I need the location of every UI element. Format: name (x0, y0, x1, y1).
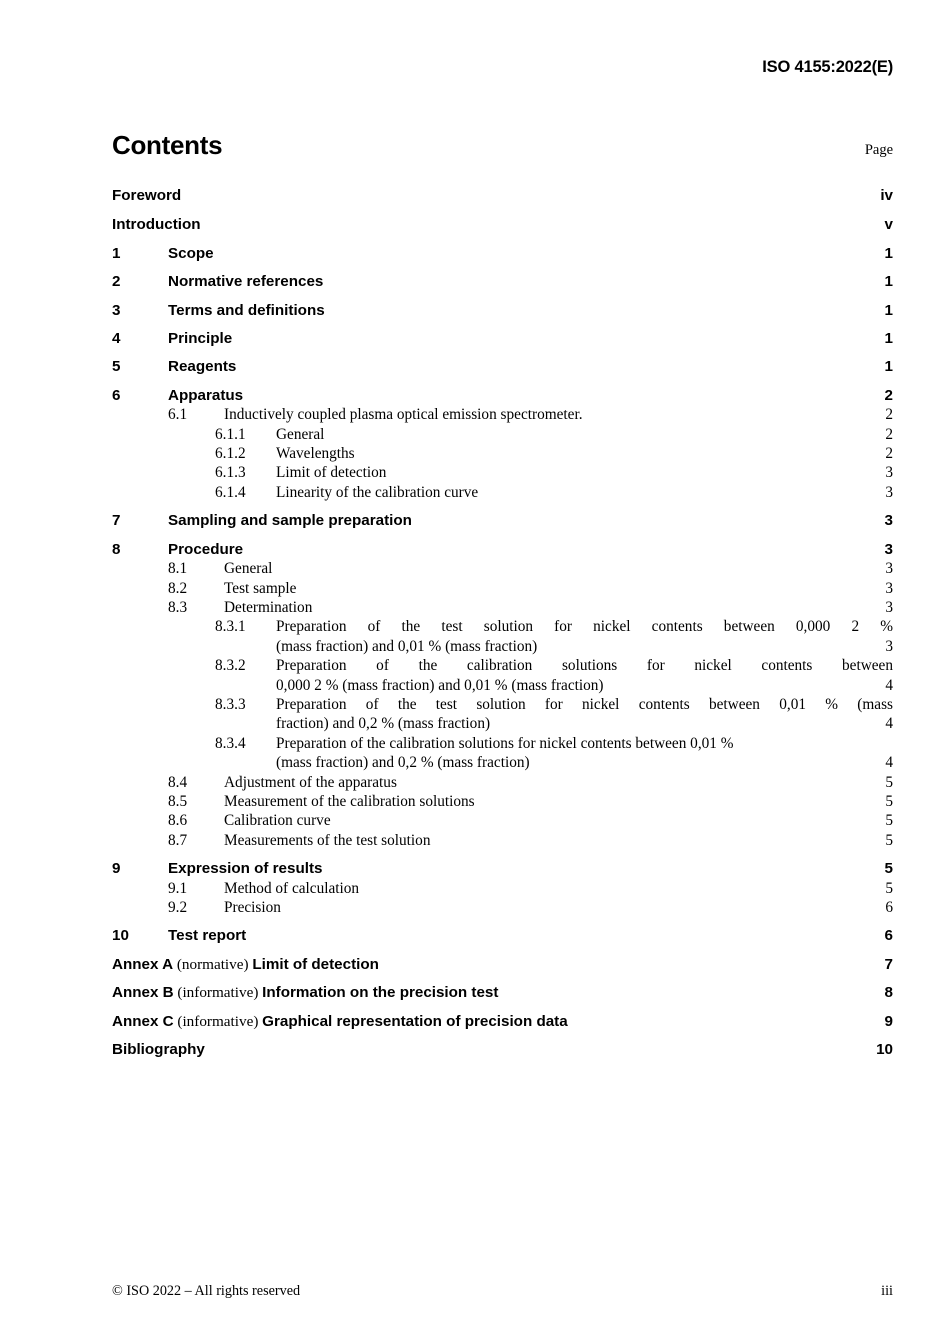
dot-leader (322, 874, 879, 875)
toc-entry-body (276, 463, 879, 482)
toc-entry-9[interactable] (112, 859, 893, 878)
dot-leader (490, 729, 879, 730)
toc-entry-number: 8 (112, 540, 121, 558)
toc-entry-annex-c[interactable] (112, 1012, 893, 1031)
dot-leader (236, 372, 879, 373)
toc-entry-body (224, 598, 879, 617)
toc-entry-8-3-2[interactable] (112, 656, 893, 695)
toc-page-number: 5 (885, 812, 893, 830)
toc-entry-number: 6.1 (168, 406, 188, 424)
toc-entry-number: 6.1.1 (215, 425, 246, 443)
dot-leader (568, 1026, 879, 1027)
toc-page-number: 3 (885, 598, 893, 616)
toc-entry-8-2[interactable] (112, 579, 893, 598)
toc-entry-title: Reagents (168, 358, 237, 376)
toc-entry-number: 3 (112, 301, 121, 319)
toc-entry-6[interactable] (112, 386, 893, 405)
dot-leader (430, 846, 879, 847)
toc-entry-number: 8.5 (168, 792, 188, 810)
toc-entry-body (276, 656, 893, 695)
toc-entry-title: Test report (168, 927, 247, 945)
toc-entry-title: Inductively coupled plasma optical emission spectrometer. (224, 406, 583, 424)
toc-page-number: 5 (884, 860, 893, 878)
toc-entry-body (168, 540, 879, 559)
toc-entry-6-1-4[interactable] (112, 483, 893, 502)
toc-entry-6-1-2[interactable] (112, 444, 893, 463)
annex-title: Information on the precision test (262, 984, 499, 1002)
toc-entry-body (224, 773, 879, 792)
document-reference-header: ISO 4155:2022(E) (762, 58, 893, 76)
toc-entry-introduction[interactable] (112, 215, 893, 234)
toc-entry-5[interactable] (112, 357, 893, 376)
toc-entry-8-3-3[interactable] (112, 695, 893, 734)
toc-entry-body (224, 792, 879, 811)
toc-entry-number: 6.1.2 (215, 445, 246, 463)
toc-page-number: iv (880, 187, 893, 204)
toc-entry-title: Precision (224, 899, 281, 916)
toc-entry-title: Determination (224, 598, 313, 616)
dot-leader (296, 593, 879, 594)
toc-entry-title-line-2 (276, 753, 893, 772)
toc-entry-title: Adjustment of the apparatus (224, 773, 397, 791)
toc-entry-title: Introduction (112, 215, 201, 233)
page-title: Contents (112, 130, 223, 160)
dot-leader (201, 229, 879, 230)
annex-title: Limit of detection (252, 955, 379, 973)
toc-entry-number: 8.3.1 (215, 618, 246, 636)
dot-leader (475, 807, 879, 808)
toc-entry-9-1[interactable] (112, 879, 893, 898)
toc-entry-body (112, 1040, 874, 1059)
toc-entry-title-line-2 (276, 676, 893, 695)
toc-entry-annex-a[interactable] (112, 955, 893, 974)
toc-entry-title (112, 1012, 568, 1031)
toc-entry-title: Bibliography (112, 1041, 205, 1059)
toc-entry-3[interactable] (112, 301, 893, 320)
toc-entry-number: 8.3.3 (215, 695, 246, 713)
toc-entry-title: (mass fraction) and 0,2 % (mass fraction) (276, 754, 530, 772)
toc-page-number: 3 (885, 483, 893, 501)
toc-entry-body (112, 1012, 879, 1031)
toc-entry-number: 9 (112, 860, 121, 878)
dot-leader (412, 526, 879, 527)
toc-entry-foreword[interactable] (112, 186, 893, 205)
dot-leader (243, 400, 879, 401)
toc-entry-8-4[interactable] (112, 773, 893, 792)
toc-entry-body (276, 444, 879, 463)
annex-kind: (normative) (173, 955, 253, 973)
dot-leader (331, 826, 879, 827)
toc-entry-body (224, 898, 879, 917)
toc-entry-8-5[interactable] (112, 792, 893, 811)
toc-page-number: 2 (884, 386, 893, 404)
toc-entry-title: Measurement of the calibration solutions (224, 792, 475, 810)
toc-entry-number: 8.6 (168, 812, 188, 830)
toc-entry-8-6[interactable] (112, 811, 893, 830)
dot-leader (214, 258, 879, 259)
toc-entry-title-line-1: Preparation of the test solution for nickel contents between 0,000 2 % (276, 618, 893, 636)
page-footer (112, 1283, 893, 1300)
toc-entry-title: Method of calculation (224, 879, 360, 897)
toc-page-number: 1 (884, 358, 893, 376)
dot-leader (379, 969, 879, 970)
toc-entry-number: 7 (112, 512, 121, 530)
toc-entry-title (112, 983, 498, 1002)
toc-entry-8-3[interactable] (112, 598, 893, 617)
toc-entry-number: 6.1.4 (215, 483, 246, 501)
toc-entry-number: 9.2 (168, 899, 188, 916)
toc-page-number: 7 (884, 955, 893, 973)
toc-entry-6-1-1[interactable] (112, 425, 893, 444)
dot-leader (181, 200, 878, 201)
toc-page-number: 5 (885, 773, 893, 791)
annex-kind: (informative) (173, 1012, 263, 1030)
toc-page-number: 5 (885, 831, 893, 849)
toc-entry-title: General (224, 560, 273, 578)
dot-leader (604, 690, 879, 691)
toc-entry-title: Sampling and sample preparation (168, 512, 412, 530)
dot-leader (205, 1054, 874, 1055)
dot-leader (272, 574, 879, 575)
toc-entry-number: 8.7 (168, 831, 188, 849)
toc-entry-title: Terms and definitions (168, 301, 325, 319)
toc-entry-body (168, 301, 879, 320)
toc-entry-body (276, 734, 893, 773)
toc-entry-6-1[interactable] (112, 405, 893, 424)
dot-leader (478, 498, 879, 499)
dot-leader (359, 894, 879, 895)
dot-leader (530, 768, 879, 769)
toc-entry-body (168, 244, 879, 263)
toc-page-number: 2 (885, 445, 893, 463)
contents-heading-row (112, 130, 893, 161)
toc-page-number: 5 (885, 879, 893, 897)
toc-entry-title: Linearity of the calibration curve (276, 483, 479, 501)
toc-entry-title: Principle (168, 330, 233, 348)
toc-entry-body (276, 695, 893, 734)
toc-entry-2[interactable] (112, 272, 893, 291)
toc-page-number: 3 (884, 540, 893, 558)
toc-entry-title: 0,000 2 % (mass fraction) and 0,01 % (mass fraction) (276, 676, 604, 694)
toc-entry-body (224, 405, 879, 424)
toc-entry-title (112, 955, 379, 974)
toc-entry-title: Procedure (168, 540, 244, 558)
dot-leader (281, 913, 879, 914)
toc-page-number: 8 (884, 984, 893, 1002)
annex-label: Annex C (112, 1012, 174, 1030)
toc-entry-4[interactable] (112, 329, 893, 348)
toc-entry-number: 8.1 (168, 560, 188, 578)
dot-leader (312, 613, 879, 614)
toc-entry-number: 5 (112, 358, 121, 376)
toc-entry-body (276, 425, 879, 444)
toc-entry-body (168, 926, 879, 945)
toc-entry-body (112, 983, 879, 1002)
toc-entry-title-line-1: Preparation of the calibration solutions for nickel contents between (276, 657, 893, 675)
toc-page-number: 2 (885, 425, 893, 443)
toc-entry-number: 6 (112, 386, 121, 404)
toc-page-number: 6 (885, 899, 893, 916)
toc-entry-1[interactable] (112, 244, 893, 263)
toc-entry-title-line-2 (276, 714, 893, 733)
dot-leader (537, 652, 879, 653)
toc-page-number: 4 (885, 754, 893, 772)
dot-leader (397, 787, 879, 788)
toc-entry-8-7[interactable] (112, 831, 893, 850)
toc-entry-title: Test sample (224, 579, 297, 597)
toc-entry-title: (mass fraction) and 0,01 % (mass fraction) (276, 637, 538, 655)
dot-leader (355, 459, 879, 460)
toc-entry-number: 8.2 (168, 579, 188, 597)
toc-entry-number: 8.4 (168, 773, 188, 791)
toc-page-number: 6 (884, 927, 893, 945)
toc-entry-number: 10 (112, 927, 129, 945)
toc-entry-body (168, 386, 879, 405)
toc-page-number: 4 (885, 715, 893, 733)
dot-leader (324, 440, 879, 441)
toc-entry-body (224, 811, 879, 830)
toc-entry-number: 8.3 (168, 598, 188, 616)
toc-entry-number: 8.3.4 (215, 734, 246, 752)
toc-entry-7[interactable] (112, 511, 893, 530)
toc-entry-title: Apparatus (168, 386, 244, 404)
toc-entry-body (112, 186, 878, 205)
annex-kind: (informative) (173, 984, 263, 1002)
annex-label: Annex B (112, 984, 174, 1002)
toc-entry-title: Wavelengths (276, 445, 355, 463)
toc-entry-9-2[interactable] (112, 898, 893, 917)
toc-entry-title-line-2 (276, 637, 893, 656)
toc-page-number: 1 (884, 273, 893, 291)
toc-entry-body (168, 511, 879, 530)
toc-entry-body (112, 215, 879, 234)
toc-page-number: 1 (884, 244, 893, 262)
toc-entry-title-line-1: Preparation of the test solution for nickel contents between 0,01 % (mass (276, 695, 893, 713)
dot-leader (243, 554, 879, 555)
toc-entry-8-1[interactable] (112, 559, 893, 578)
page-folio: iii (881, 1283, 893, 1299)
toc-entry-body (168, 272, 879, 291)
toc-entry-title: Scope (168, 244, 214, 262)
toc-entry-body (276, 483, 879, 502)
toc-page-number: 2 (885, 406, 893, 424)
toc-entry-title: Normative references (168, 273, 324, 291)
toc-entry-body (168, 329, 879, 348)
toc-page-number: 3 (885, 637, 893, 655)
toc-entry-body (276, 617, 893, 656)
toc-entry-body (168, 357, 879, 376)
toc-entry-number: 2 (112, 273, 121, 291)
dot-leader (583, 420, 879, 421)
dot-leader (246, 941, 879, 942)
toc-entry-bibliography[interactable] (112, 1040, 893, 1059)
toc-page-number: 3 (885, 464, 893, 482)
toc-entry-title: Foreword (112, 187, 182, 204)
toc-entry-title: General (276, 425, 325, 443)
toc-page-number: 5 (885, 792, 893, 810)
toc-page-number: 10 (876, 1041, 893, 1059)
dot-leader (232, 343, 879, 344)
dot-leader (325, 315, 879, 316)
toc-entry-8-3-1[interactable] (112, 617, 893, 656)
toc-entry-number: 9.1 (168, 879, 188, 897)
toc-page-number: 3 (884, 512, 893, 530)
page-column-label: Page (864, 142, 893, 158)
dot-leader (323, 287, 879, 288)
toc-entry-number: 8.3.2 (215, 657, 246, 675)
toc-entry-8-3-4[interactable] (112, 734, 893, 773)
annex-title: Graphical representation of precision data (262, 1012, 568, 1030)
dot-leader (386, 478, 879, 479)
copyright-notice: © ISO 2022 – All rights reserved (112, 1283, 301, 1299)
toc-entry-6-1-3[interactable] (112, 463, 893, 482)
toc-page-number: 9 (884, 1012, 893, 1030)
toc-entry-number: 1 (112, 244, 121, 262)
toc-entry-title: Measurements of the test solution (224, 831, 431, 849)
toc-page-number: 3 (885, 560, 893, 578)
toc-entry-body (224, 831, 879, 850)
table-of-contents (112, 186, 893, 1059)
toc-page-number: 1 (884, 330, 893, 348)
toc-entry-body (168, 859, 879, 878)
dot-leader (498, 998, 879, 999)
toc-page-number: v (884, 215, 893, 233)
toc-page-number: 4 (885, 676, 893, 694)
toc-entry-8[interactable] (112, 540, 893, 559)
toc-entry-title: Limit of detection (276, 464, 387, 482)
toc-entry-body (112, 955, 879, 974)
toc-entry-title: Calibration curve (224, 812, 331, 830)
toc-entry-title: fraction) and 0,2 % (mass fraction) (276, 715, 491, 733)
toc-entry-body (224, 579, 879, 598)
toc-entry-body (224, 879, 879, 898)
toc-entry-body (224, 559, 879, 578)
toc-entry-annex-b[interactable] (112, 983, 893, 1002)
toc-entry-10[interactable] (112, 926, 893, 945)
annex-label: Annex A (112, 955, 174, 973)
toc-entry-number: 6.1.3 (215, 464, 246, 482)
toc-page-number: 1 (884, 301, 893, 319)
toc-entry-title: Expression of results (168, 860, 323, 878)
toc-page-number: 3 (885, 579, 893, 597)
toc-entry-title-line-1: Preparation of the calibration solutions for nickel contents between 0,01 % (276, 734, 734, 752)
toc-entry-number: 4 (112, 330, 121, 348)
